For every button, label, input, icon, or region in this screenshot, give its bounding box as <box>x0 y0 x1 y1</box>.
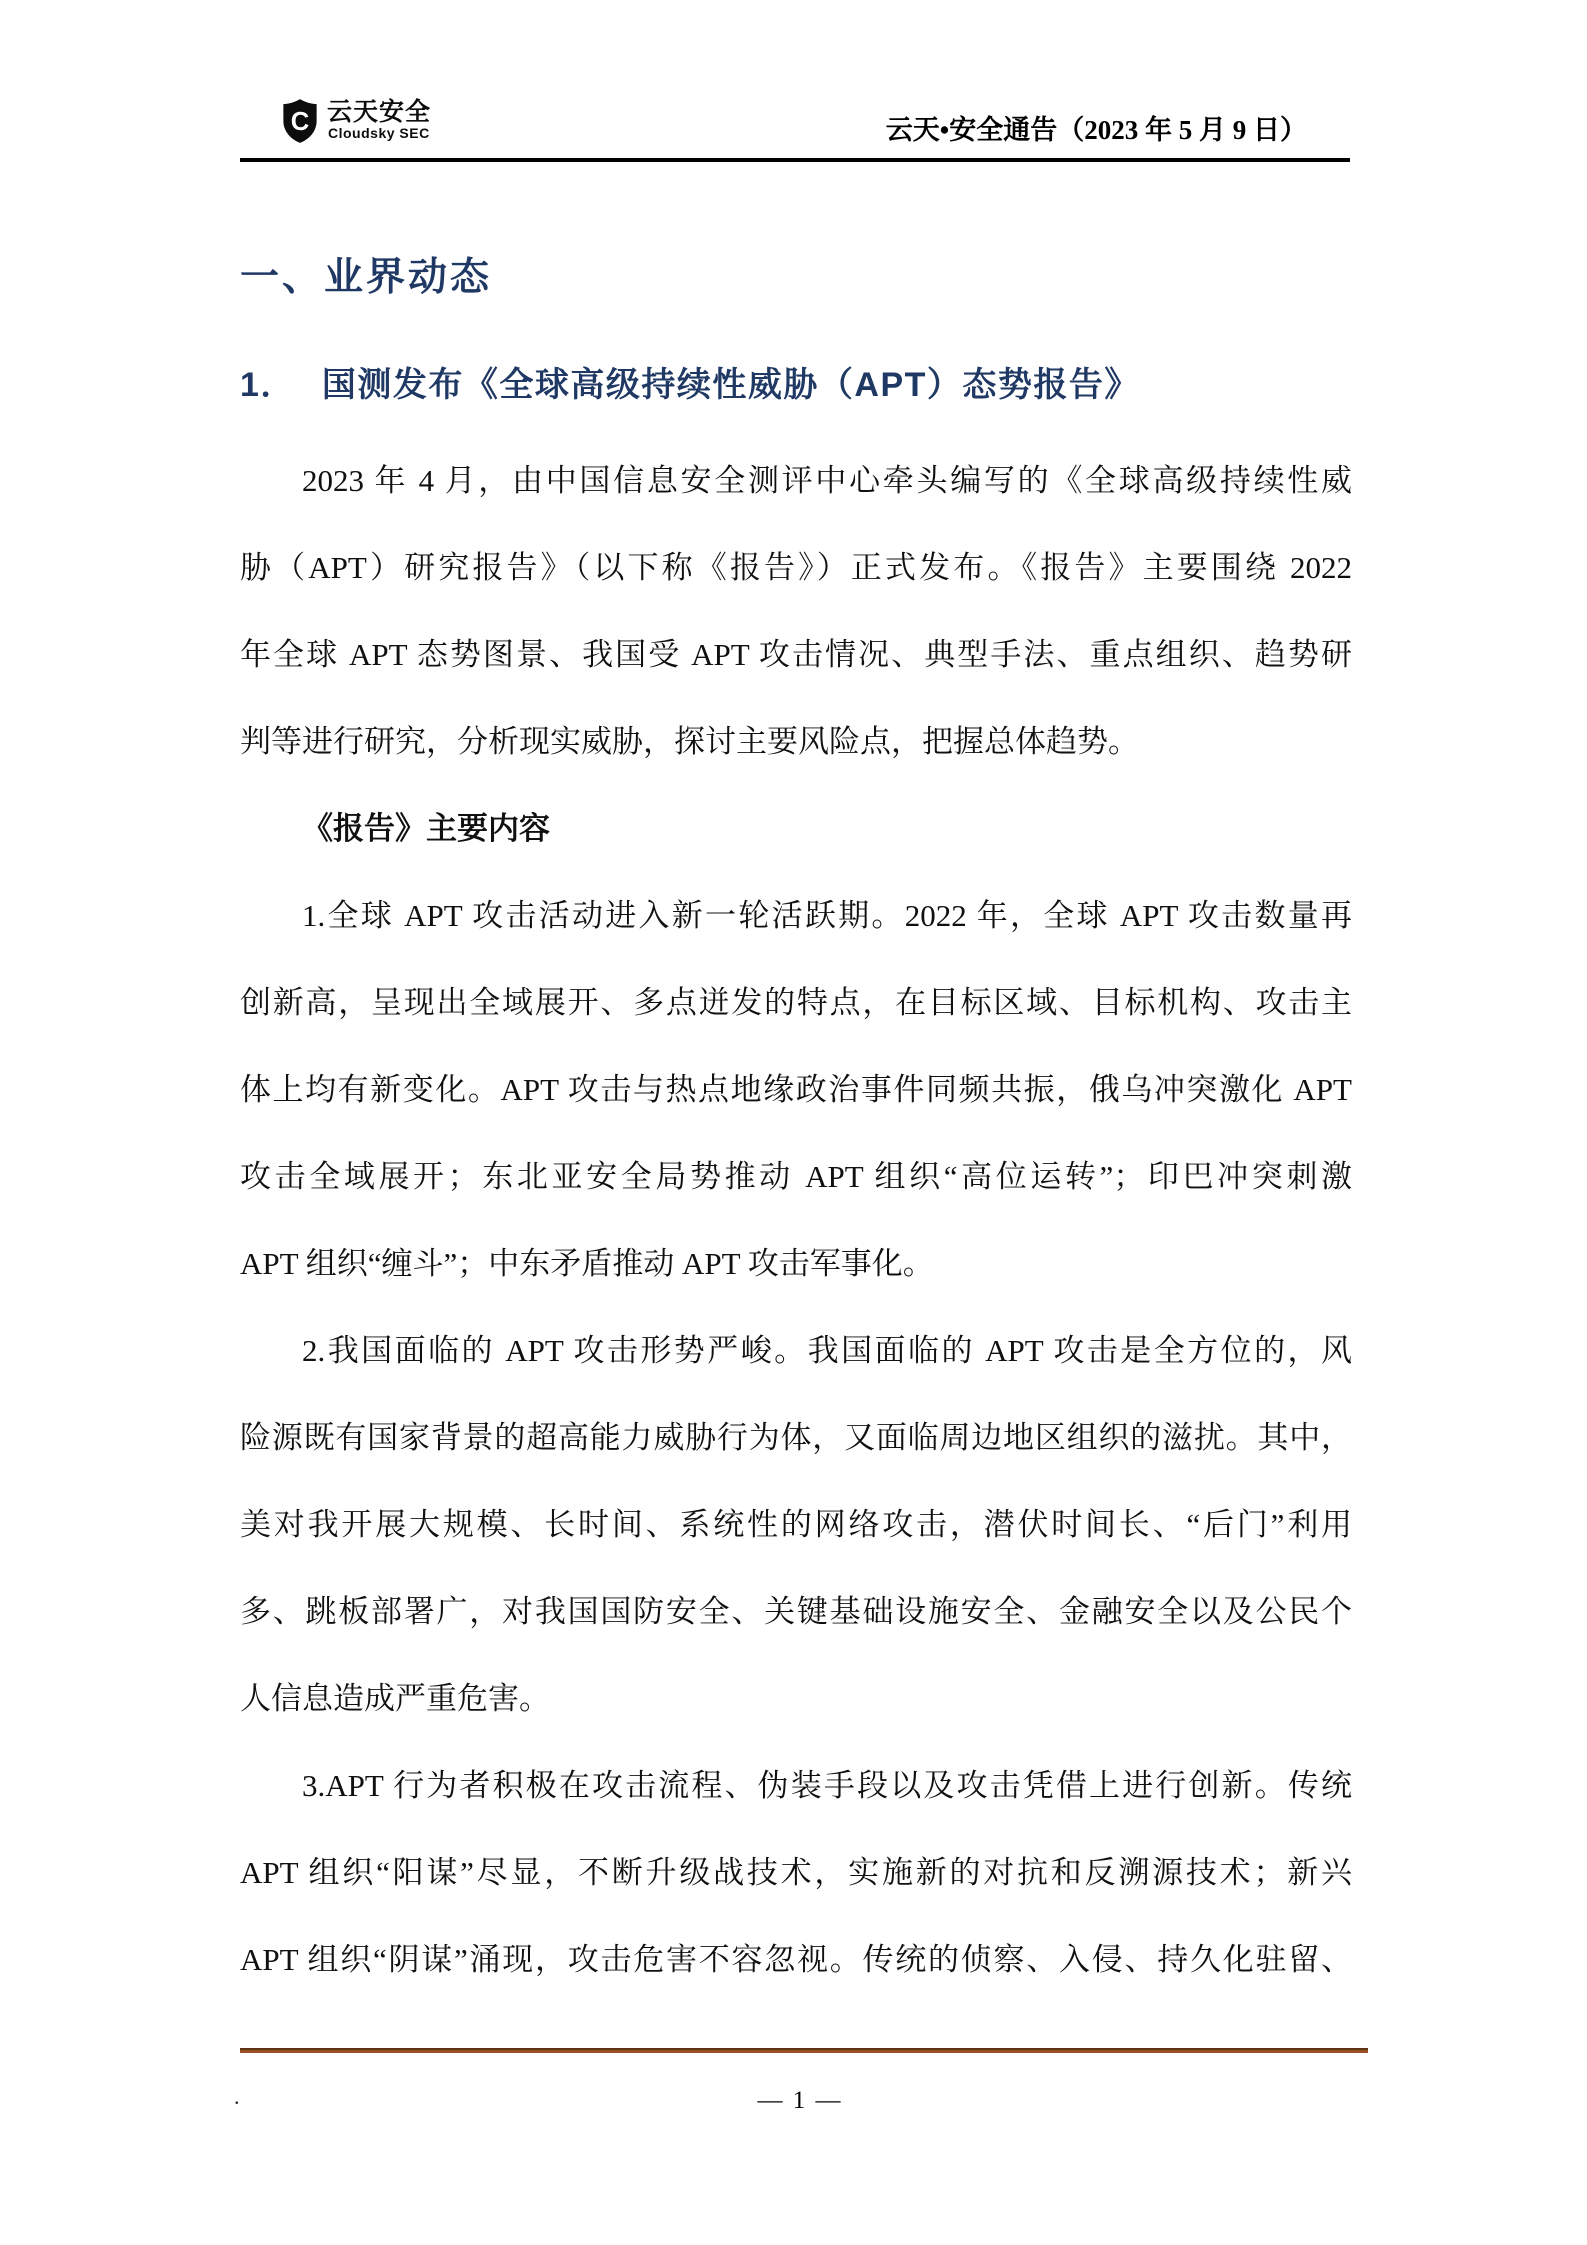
body-line: 人信息造成严重危害。 <box>240 1681 550 1716</box>
section-heading-text: 国测发布《全球高级持续性威胁（APT）态势报告》 <box>321 366 1140 404</box>
brand-name-en: Cloudsky SEC <box>328 125 430 141</box>
body-line: 多、跳板部署广，对我国国防安全、关键基础设施安全、金融安全以及公民个 <box>240 1594 1352 1629</box>
body-line: APT 组织“阴谋”涌现，攻击危害不容忽视。传统的侦察、入侵、持久化驻留、 <box>240 1942 1352 1977</box>
body-text <box>240 437 1352 2003</box>
body-line: 3.APT 行为者积极在攻击流程、伪装手段以及攻击凭借上进行创新。传统 <box>302 1768 1352 1803</box>
body-line: 胁（APT）研究报告》（以下称《报告》）正式发布。《报告》主要围绕 2022 <box>240 550 1352 585</box>
cloudsky-logo <box>281 98 319 144</box>
body-line: 1.全球 APT 攻击活动进入新一轮活跃期。2022 年，全球 APT 攻击数量再 <box>302 898 1352 933</box>
body-line: 创新高，呈现出全域展开、多点迸发的特点，在目标区域、目标机构、攻击主 <box>240 985 1352 1020</box>
body-line: 2023 年 4 月，由中国信息安全测评中心牵头编写的《全球高级持续性威 <box>302 463 1352 498</box>
shield-c-icon <box>281 98 319 144</box>
body-line: 《报告》主要内容 <box>302 811 550 846</box>
header-bulletin-title: 云天•安全通告（2023 年 5 月 9 日） <box>885 115 1307 145</box>
body-line: 2.我国面临的 APT 攻击形势严峻。我国面临的 APT 攻击是全方位的，风 <box>302 1333 1352 1368</box>
body-line: 体上均有新变化。APT 攻击与热点地缘政治事件同频共振，俄乌冲突激化 APT <box>240 1072 1352 1107</box>
body-line: 年全球 APT 态势图景、我国受 APT 攻击情况、典型手法、重点组织、趋势研 <box>240 637 1352 672</box>
footer-rule <box>240 2048 1368 2053</box>
section-heading <box>240 368 1140 404</box>
body-line: 美对我开展大规模、长时间、系统性的网络攻击，潜伏时间长、“后门”利用 <box>240 1507 1352 1542</box>
section-heading-number: 1． <box>240 366 296 404</box>
body-line: 险源既有国家背景的超高能力威胁行为体，又面临周边地区组织的滋扰。其中， <box>240 1420 1352 1455</box>
body-line: 攻击全域展开；东北亚安全局势推动 APT 组织“高位运转”；印巴冲突刺激 <box>240 1159 1352 1194</box>
page-number: — 1 — <box>757 2087 843 2114</box>
footer-stray-dot: . <box>234 2084 240 2109</box>
body-line: 判等进行研究，分析现实威胁，探讨主要风险点，把握总体趋势。 <box>240 724 1139 759</box>
header-rule <box>240 158 1350 162</box>
body-line: APT 组织“缠斗”；中东矛盾推动 APT 攻击军事化。 <box>240 1246 934 1281</box>
doc-title: 一、业界动态 <box>240 256 493 299</box>
brand-name-cn: 云天安全 <box>327 98 432 126</box>
svg-text:C: C <box>290 108 310 137</box>
body-line: APT 组织“阳谋”尽显，不断升级战技术，实施新的对抗和反溯源技术；新兴 <box>240 1855 1352 1890</box>
